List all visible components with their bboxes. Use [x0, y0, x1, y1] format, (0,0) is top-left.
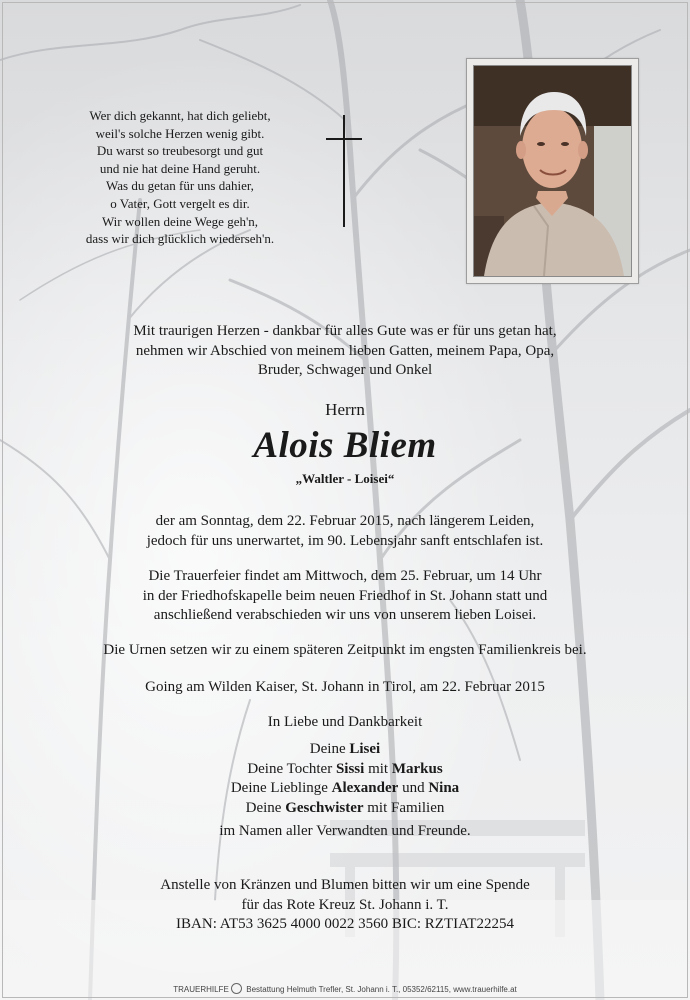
place-date [40, 678, 650, 698]
deceased-name: Alois Bliem [253, 425, 437, 466]
family-line: Deine Geschwister mit Familien [245, 799, 445, 816]
funeral-line: anschließend verabschieden wir uns von unserem lieben Loisei. [153, 607, 537, 623]
donation-line: Anstelle von Kränzen und Blumen bitten wir um eine Spende [160, 877, 530, 893]
nickname: „Waltler - Loisei“ [295, 471, 395, 486]
poem [40, 107, 320, 248]
poem-line: weil's solche Herzen wenig gibt. [95, 125, 265, 141]
portrait-photo [473, 65, 632, 277]
poem-line: und nie hat deine Hand geruht. [99, 160, 261, 176]
poem-line: Wer dich gekannt, hat dich geliebt, [89, 108, 271, 123]
footer-brand: TRAUERHILFE [173, 985, 229, 994]
poem-line: Was du getan für uns dahier, [106, 178, 254, 194]
donation-notice [40, 876, 650, 935]
relatives-line [40, 822, 650, 842]
funeral-line: Die Trauerfeier findet am Mittwoch, dem 25. Februar, um 14 Uhr [148, 568, 542, 584]
intro-text [40, 322, 650, 381]
cross-icon [326, 115, 362, 227]
death-line: jedoch für uns unerwartet, im 90. Lebensjahr sanft entschlafen ist. [146, 532, 544, 549]
family-line: Deine Lisei [309, 741, 381, 757]
urn-notice [40, 641, 650, 661]
intro-line: Mit traurigen Herzen - dankbar für alles Gute was er für uns getan hat, [133, 323, 557, 339]
family-line: Deine Tochter Sissi mit Markus [247, 760, 443, 777]
donation-iban: IBAN: AT53 3625 4000 0022 3560 BIC: RZTIAT22254 [176, 916, 514, 932]
footer [0, 983, 690, 994]
poem-line: Du warst so treubesorgt und gut [96, 143, 264, 159]
portrait-frame [466, 58, 639, 284]
footer-text: Bestattung Helmuth Trefler, St. Johann i. T., 05352/62115, www.trauerhilfe.at [246, 985, 517, 994]
donation-line: für das Rote Kreuz St. Johann i. T. [241, 896, 449, 913]
intro-line: Bruder, Schwager und Onkel [257, 362, 433, 378]
place-date-line: Going am Wilden Kaiser, St. Johann in Tirol, am 22. Februar 2015 [145, 679, 545, 695]
family-list [0, 740, 690, 818]
intro-line: nehmen wir Abschied von meinem lieben Gatten, meinem Papa, Opa, [135, 342, 555, 359]
funeral-home-logo-icon [231, 983, 242, 994]
relatives-text: im Namen aller Verwandten und Freunde. [219, 823, 471, 839]
death-line: der am Sonntag, dem 22. Februar 2015, nach längerem Leiden, [155, 513, 535, 529]
urn-line: Die Urnen setzen wir zu einem späteren Zeitpunkt im engsten Familienkreis bei. [103, 642, 587, 658]
poem-line: Wir wollen deine Wege geh'n, [101, 213, 259, 229]
funeral-line: in der Friedhofskapelle beim neuen Friedhof in St. Johann statt und [142, 587, 548, 604]
death-notice [40, 512, 650, 551]
family-line: Deine Lieblinge Alexander und Nina [230, 780, 460, 796]
closing-line: In Liebe und Dankbarkeit [267, 714, 423, 730]
poem-line: dass wir dich glücklich wiederseh'n. [85, 231, 275, 247]
poem-line: o Vater, Gott vergelt es dir. [110, 195, 250, 211]
funeral-notice [40, 567, 650, 626]
closing [40, 713, 650, 733]
salutation: Herrn [325, 400, 365, 419]
